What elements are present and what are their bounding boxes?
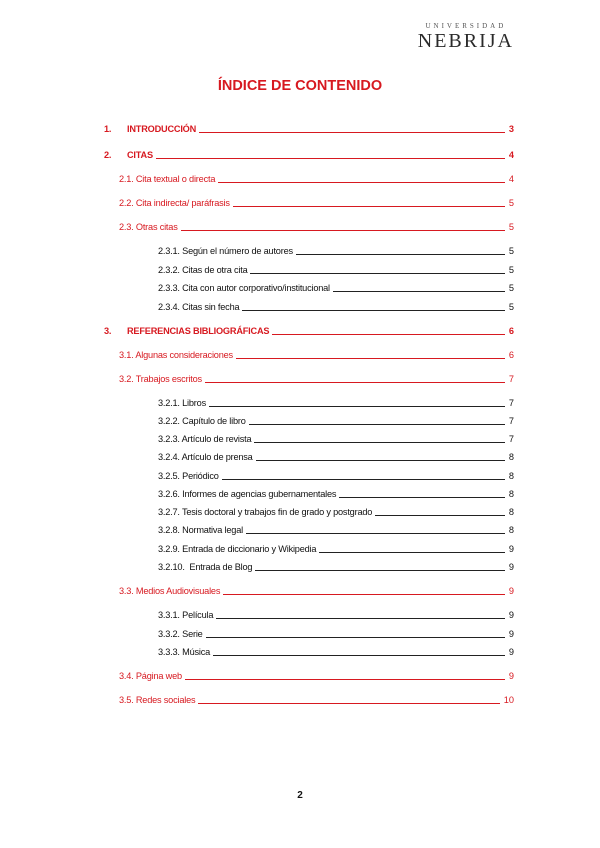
toc-label: 2.3.1. Según el número de autores (158, 246, 293, 256)
toc-label: 2.1. Cita textual o directa (119, 174, 216, 184)
toc-page: 9 (508, 562, 514, 572)
toc-entry-citas[interactable] (104, 147, 514, 161)
toc-label: REFERENCIAS BIBLIOGRÁFICAS (127, 326, 270, 336)
toc-entry-2-2[interactable] (119, 195, 514, 209)
toc-page: 7 (508, 398, 514, 408)
toc-entry-3-2-7[interactable] (158, 504, 514, 518)
toc-page: 9 (508, 671, 514, 681)
toc-label: 3.2. Trabajos escritos (119, 374, 202, 384)
toc-page: 5 (508, 246, 514, 256)
page-number: 2 (297, 790, 303, 801)
toc-label: 3.3. Medios Audiovisuales (119, 586, 221, 596)
toc-label: 3.5. Redes sociales (119, 695, 196, 705)
toc-entry-3-2-1[interactable] (158, 395, 514, 409)
toc-label: 3.2.3. Artículo de revista (158, 434, 252, 444)
toc-page: 7 (508, 374, 514, 384)
toc-entry-3-3-3[interactable] (158, 644, 514, 658)
toc-leader (205, 381, 505, 383)
toc-entry-referencias[interactable] (104, 323, 514, 337)
toc-page: 5 (508, 222, 514, 232)
toc-page: 5 (508, 302, 514, 312)
toc-page: 9 (508, 544, 514, 554)
toc-label: 3.2.1. Libros (158, 398, 206, 408)
toc-leader (233, 205, 505, 207)
toc-label: 3.3.2. Serie (158, 629, 203, 639)
toc-label: 3.2.5. Periódico (158, 471, 219, 481)
toc-leader (218, 181, 505, 183)
toc-leader (236, 357, 505, 359)
toc-page: 10 (503, 695, 514, 705)
toc-label: 3.2.2. Capítulo de libro (158, 416, 246, 426)
toc-entry-3-5[interactable] (119, 692, 514, 706)
toc-label: CITAS (127, 150, 153, 160)
toc-number: 1. (104, 124, 112, 134)
toc-leader (256, 459, 505, 461)
toc-label: 2.2. Cita indirecta/ paráfrasis (119, 198, 230, 208)
toc-leader (213, 654, 505, 656)
toc-page: 8 (508, 525, 514, 535)
toc-label: INTRODUCCIÓN (127, 124, 197, 134)
toc-leader (222, 478, 505, 480)
toc-page: 5 (508, 198, 514, 208)
toc-entry-2-3-4[interactable] (158, 299, 514, 313)
toc-leader (223, 593, 505, 595)
toc-label: 3.1. Algunas consideraciones (119, 350, 233, 360)
toc-page: 3 (508, 124, 514, 134)
toc-leader (206, 636, 505, 638)
toc-entry-3-2-8[interactable] (158, 522, 514, 536)
toc-leader (156, 157, 505, 159)
toc-entry-3-2-9[interactable] (158, 541, 514, 555)
toc-leader (198, 702, 499, 704)
toc-leader (249, 423, 505, 425)
toc-label: 3.2.4. Artículo de prensa (158, 452, 253, 462)
toc-leader (272, 333, 505, 335)
toc-entry-3-2-10[interactable] (158, 559, 514, 573)
toc-entry-3-2-5[interactable] (158, 468, 514, 482)
toc-entry-3-3-1[interactable] (158, 607, 514, 621)
toc-leader (333, 290, 505, 292)
toc-entry-3-2[interactable] (119, 371, 514, 385)
toc-label: 3.2.9. Entrada de diccionario y Wikipedia (158, 544, 317, 554)
toc-page: 7 (508, 434, 514, 444)
toc-leader (254, 441, 505, 443)
toc-entry-introduccion[interactable] (104, 121, 514, 135)
toc-entry-2-3-2[interactable] (158, 262, 514, 276)
toc-entry-3-3[interactable] (119, 583, 514, 597)
toc-page: 4 (508, 174, 514, 184)
toc-number: 2. (104, 150, 112, 160)
toc-page: 8 (508, 452, 514, 462)
toc-leader (181, 229, 505, 231)
toc-label: 3.4. Página web (119, 671, 182, 681)
toc-page: 8 (508, 489, 514, 499)
toc-leader (319, 551, 505, 553)
toc-entry-3-4[interactable] (119, 668, 514, 682)
toc-label: 3.2.6. Informes de agencias gubernamentales (158, 489, 337, 499)
toc-page: 9 (508, 629, 514, 639)
toc-label: 2.3.3. Cita con autor corporativo/institucional (158, 283, 330, 293)
toc-leader (242, 309, 504, 311)
toc-leader (216, 617, 505, 619)
university-logo (418, 22, 514, 51)
toc-leader (199, 131, 505, 133)
toc-page: 5 (508, 283, 514, 293)
toc-page: 6 (508, 350, 514, 360)
toc-label: 3.3.1. Película (158, 610, 214, 620)
toc-page: 8 (508, 507, 514, 517)
toc-page: 9 (508, 610, 514, 620)
toc-label: 3.2.8. Normativa legal (158, 525, 243, 535)
toc-entry-3-1[interactable] (119, 347, 514, 361)
toc-page: 6 (508, 326, 514, 336)
toc-entry-2-3-3[interactable] (158, 280, 514, 294)
toc-entry-3-2-6[interactable] (158, 486, 514, 500)
toc-entry-2-3[interactable] (119, 219, 514, 233)
toc-label: 2.3.2. Citas de otra cita (158, 265, 248, 275)
toc-page: 8 (508, 471, 514, 481)
toc-label: 2.3.4. Citas sin fecha (158, 302, 240, 312)
toc-entry-3-2-2[interactable] (158, 413, 514, 427)
toc-page: 7 (508, 416, 514, 426)
toc-page: 9 (508, 647, 514, 657)
toc-entry-3-2-3[interactable] (158, 431, 514, 445)
toc-leader (246, 532, 505, 534)
toc-leader (255, 569, 505, 571)
logo-subtitle: UNIVERSIDAD (425, 22, 507, 30)
toc-page: 4 (508, 150, 514, 160)
toc-label: 3.2.7. Tesis doctoral y trabajos fin de grado y postgrado (158, 507, 373, 517)
toc-label: 3.2.10. Entrada de Blog (158, 562, 253, 572)
toc-page: 9 (508, 586, 514, 596)
toc-leader (209, 405, 505, 407)
logo-wordmark: NEBRIJA (417, 30, 514, 52)
toc-entry-3-2-4[interactable] (158, 449, 514, 463)
toc-leader (250, 272, 504, 274)
toc-entry-3-3-2[interactable] (158, 626, 514, 640)
toc-leader (339, 496, 505, 498)
toc-number: 3. (104, 326, 112, 336)
toc-entry-2-1[interactable] (119, 171, 514, 185)
toc-page: 5 (508, 265, 514, 275)
toc-leader (185, 678, 505, 680)
toc-leader (296, 253, 505, 255)
toc-label: 3.3.3. Música (158, 647, 211, 657)
toc-entry-2-3-1[interactable] (158, 243, 514, 257)
toc-leader (375, 514, 505, 516)
page-title: ÍNDICE DE CONTENIDO (217, 78, 383, 94)
toc-label: 2.3. Otras citas (119, 222, 178, 232)
